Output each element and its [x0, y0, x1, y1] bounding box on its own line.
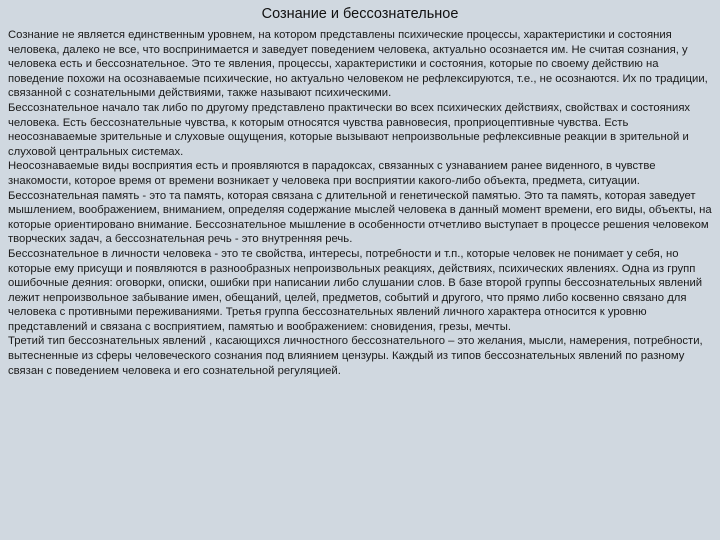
paragraph-third-type: Третий тип бессознательных явлений , касающихся личностного бессознательного – это желания, мысли, намерения, потребности, вытесненные из сферы человеческого сознания под влиянием цензуры. Каждый из типов бессознательных явлений по разному связан с поведением человека и его сознательной регуляцией.	[8, 335, 703, 377]
paragraph-unconscious-memory: Бессознательная память - это та память, которая связана с длительной и генетической памятью. Это та память, которая заведует мышлением, воображением, вниманием, определяя содержание мыслей человека в данный момент времени, его виды, объекты, на которые ориентировано внимание. Бессознательное мышление в особенности отчетливо выступает в процессе решения человеком творческих задач, а бессознательная речь - это внутренняя речь.	[8, 189, 712, 246]
slide-body	[8, 28, 712, 378]
paragraph-unconscious-feelings: Бессознательное начало так либо по другому представлено практически во всех психических действиях, свойствах и состояниях человека. Есть бессознательные чувства, к которым относятся чувства равновесия, проприоцептивные чувства. Есть неосознаваемые зрительные и слуховые ощущения, которые вызывают непроизвольные рефлексивные реакции в зрительной и слуховой центральных системах.	[8, 101, 691, 158]
paragraph-consciousness-levels: Сознание не является единственным уровнем, на котором представлены психические процессы, характеристики и состояния человека, далеко не все, что воспринимается и заведует поведением человека, актуально осознается им. Не считая сознания, у человека есть и бессознательное. Это те явления, процессы, характеристики и состояния, которые по своему действию на поведение похожи на осознаваемые психические, но актуально человеком не рефлексируются, т.е., не осознаются. Их по традиции, связанной с сознательными действиями, также называют психическими.	[8, 29, 708, 100]
slide-title: Сознание и бессознательное	[261, 6, 459, 22]
paragraph-unconscious-perception: Неосознаваемые виды восприятия есть и проявляются в парадоксах, связанных с узнаванием ранее виденного, в чувстве знакомости, которое время от времени возникает у человека при восприятии какого-либо объекта, предмета, ситуации.	[8, 160, 656, 187]
paragraph-unconscious-personality: Бессознательное в личности человека - это те свойства, интересы, потребности и т.п., которые человек не понимает у себя, но которые ему присущи и появляются в разнообразных непроизвольных реакциях, действиях, психических явлениях. Одна из групп ошибочные деяния: оговорки, описки, ошибки при написании либо слушании слов. В базе второй группы бессознательных явлений лежит непроизвольное забывание имен, обещаний, целей, предметов, событий и другого, что прямо либо косвенно связано для человека с противными переживаниями. Третья группа бессознательных явлений личного характера относится к уровню представлений и связана с восприятием, памятью и воображением: сновидения, грезы, мечты.	[8, 247, 703, 333]
